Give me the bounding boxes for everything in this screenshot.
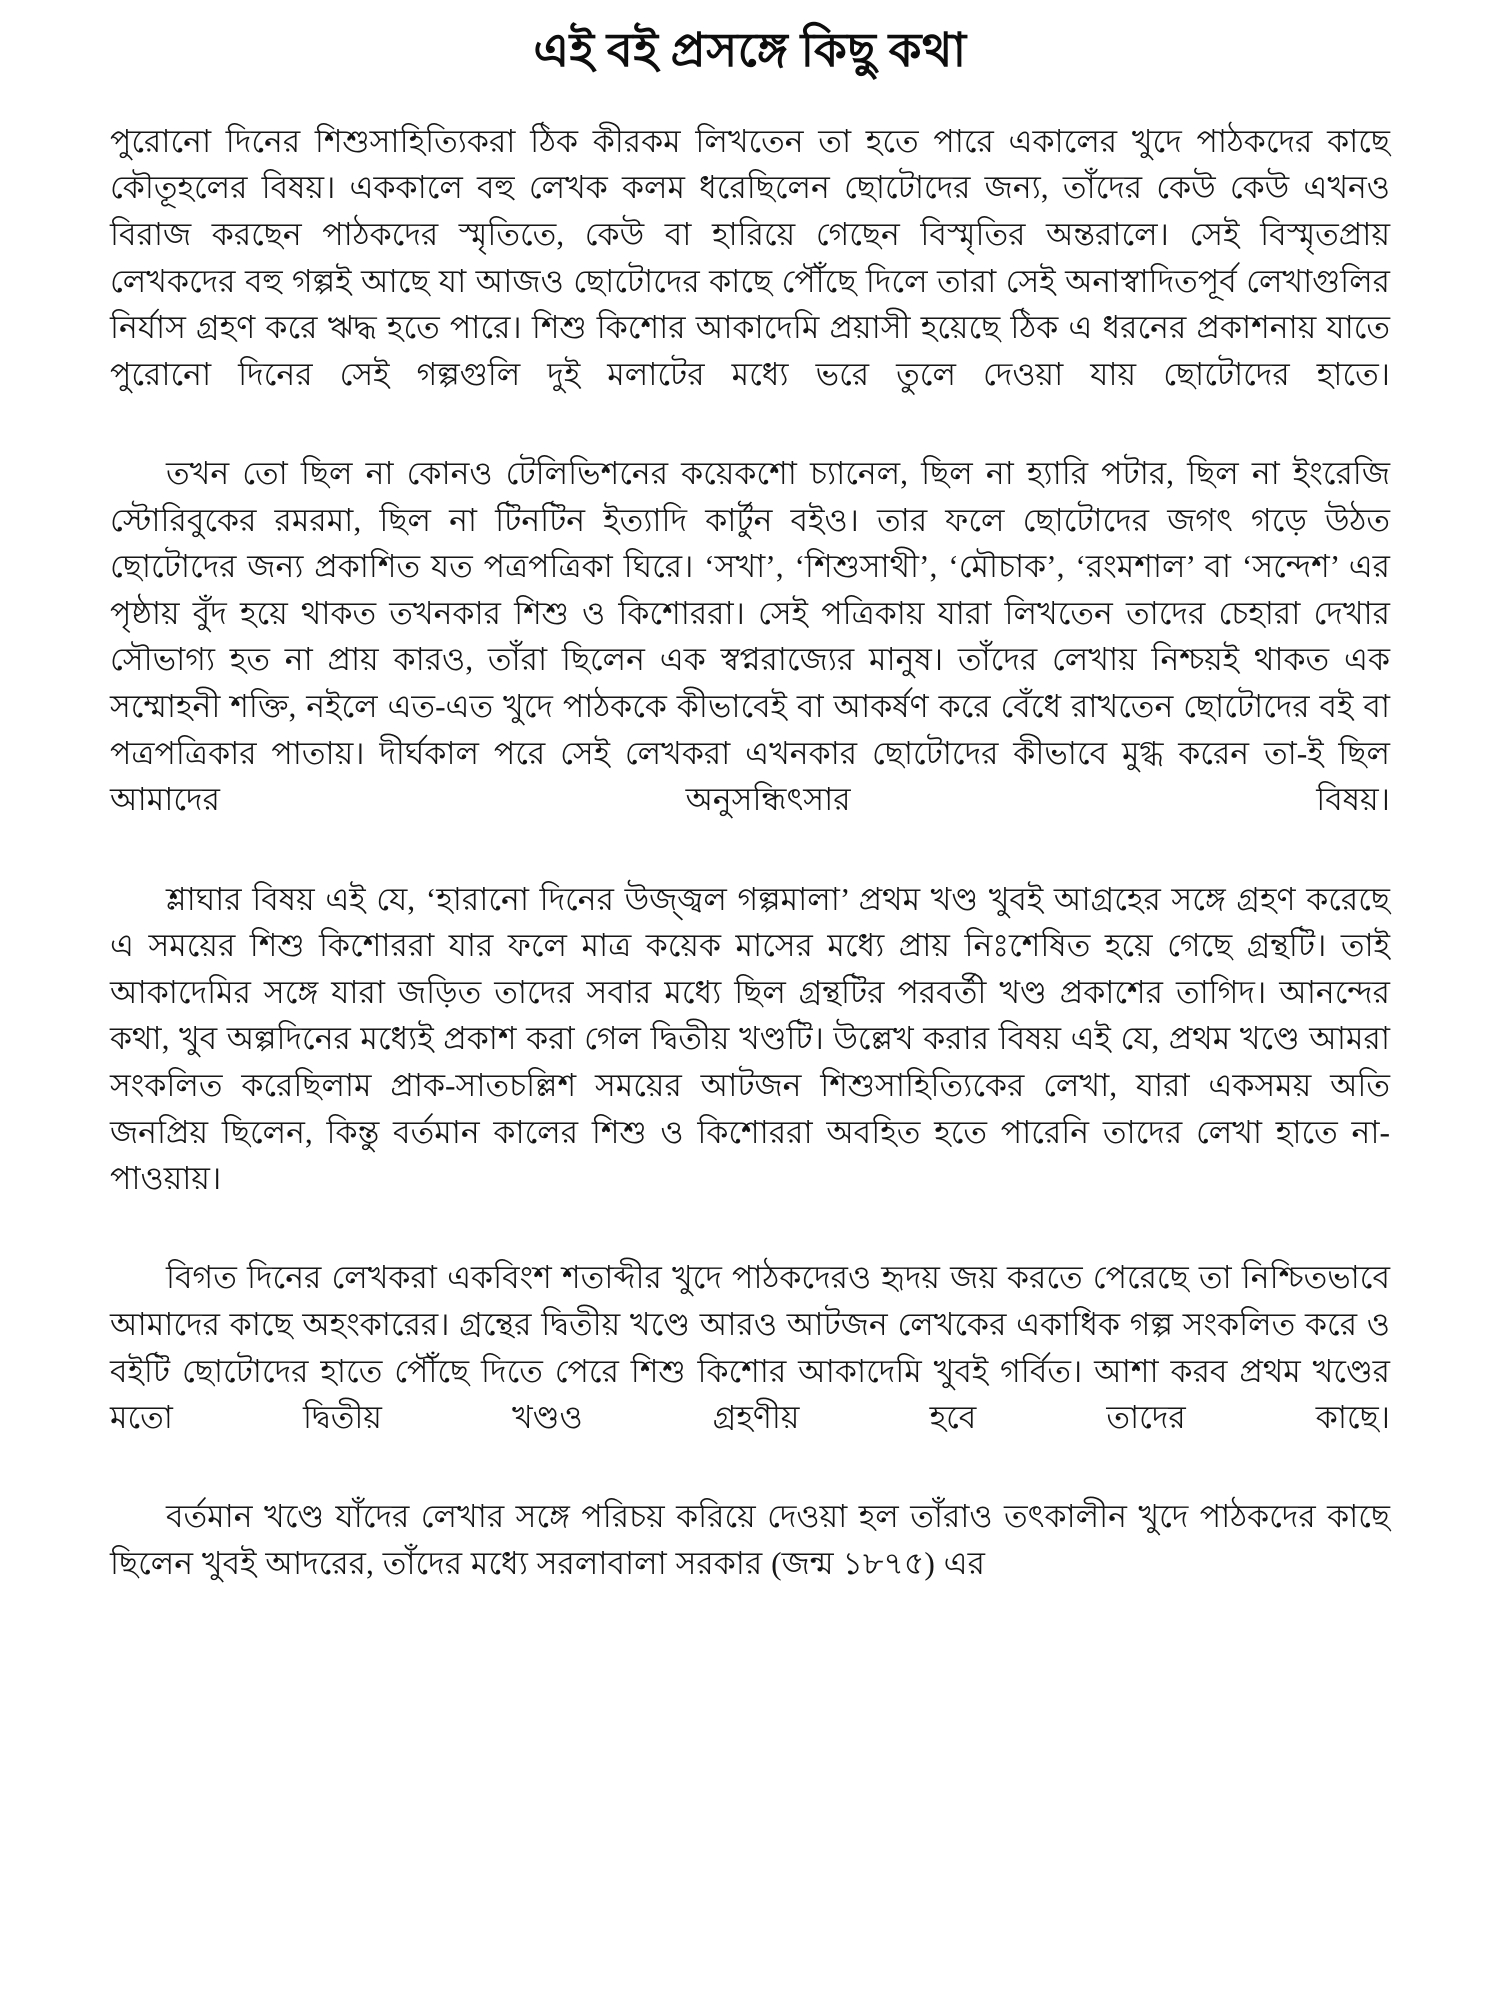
page-title: এই বই প্রসঙ্গে কিছু কথা [533,25,967,77]
paragraph-1: পুরোনো দিনের শিশুসাহিত্যিকরা ঠিক কীরকম লিখতেন তা হতে পারে একালের খুদে পাঠকদের কাছে কৌতূহলের বিষয়। এককালে বহু লেখক কলম ধরেছিলেন ছোটোদের জন্য, তাঁদের কেউ কেউ এখনও বিরাজ করছেন পাঠকদের স্মৃতিতে, কেউ বা হারিয়ে গেছেন বিস্মৃতির অন্তরালে। সেই বিস্মৃতপ্রায় লেখকদের বহু গল্পই আছে যা আজও ছোটোদের কাছে পৌঁছে দিলে তারা সেই অনাস্বাদিতপূর্ব লেখাগুলির নির্যাস গ্রহণ করে ঋদ্ধ হতে পারে। শিশু কিশোর আকাদেমি প্রয়াসী হয়েছে ঠিক এ ধরনের প্রকাশনায় যাতে পুরোনো দিনের সেই গল্পগুলি দুই মলাটের মধ্যে ভরে তুলে দেওয়া যায় ছোটোদের হাতে। [110,123,1390,392]
body-text [110,119,1390,1588]
paragraph-3: শ্লাঘার বিষয় এই যে, ‘হারানো দিনের উজ্জ্বল গল্পমালা’ প্রথম খণ্ড খুবই আগ্রহের সঙ্গে গ্রহণ করেছে এ সময়ের শিশু কিশোররা যার ফলে মাত্র কয়েক মাসের মধ্যে প্রায় নিঃশেষিত হয়ে গেছে গ্রন্থটি। তাই আকাদেমির সঙ্গে যারা জড়িত তাদের সবার মধ্যে ছিল গ্রন্থটির পরবর্তী খণ্ড প্রকাশের তাগিদ। আনন্দের কথা, খুব অল্পদিনের মধ্যেই প্রকাশ করা গেল দ্বিতীয় খণ্ডটি। উল্লেখ করার বিষয় এই যে, প্রথম খণ্ডে আমরা সংকলিত করেছিলাম প্রাক-সাতচল্লিশ সময়ের আটজন শিশুসাহিত্যিকের লেখা, যারা একসময় অতি জনপ্রিয় ছিলেন, কিন্তু বর্তমান কালের শিশু ও কিশোররা অবহিত হতে পারেনি তাদের লেখা হাতে না-পাওয়ায়। [110,881,1390,1197]
paragraph-4: বিগত দিনের লেখকরা একবিংশ শতাব্দীর খুদে পাঠকদেরও হৃদয় জয় করতে পেরেছে তা নিশ্চিতভাবে আমাদের কাছে অহংকারের। গ্রন্থের দ্বিতীয় খণ্ডে আরও আটজন লেখকের একাধিক গল্প সংকলিত করে ও বইটি ছোটোদের হাতে পৌঁছে দিতে পেরে শিশু কিশোর আকাদেমি খুবই গর্বিত। আশা করব প্রথম খণ্ডের মতো দ্বিতীয় খণ্ডও গ্রহণীয় হবে তাদের কাছে। [110,1260,1390,1436]
paragraph-2: তখন তো ছিল না কোনও টেলিভিশনের কয়েকশো চ্যানেল, ছিল না হ্যারি পটার, ছিল না ইংরেজি স্টোরিবুকের রমরমা, ছিল না টিনটিন ইত্যাদি কার্টুন বইও। তার ফলে ছোটোদের জগৎ গড়ে উঠত ছোটোদের জন্য প্রকাশিত যত পত্রপত্রিকা ঘিরে। ‘সখা’, ‘শিশুসাথী’, ‘মৌচাক’, ‘রংমশাল’ বা ‘সন্দেশ’ এর পৃষ্ঠায় বুঁদ হয়ে থাকত তখনকার শিশু ও কিশোররা। সেই পত্রিকায় যারা লিখতেন তাদের চেহারা দেখার সৌভাগ্য হত না প্রায় কারও, তাঁরা ছিলেন এক স্বপ্নরাজ্যের মানুষ। তাঁদের লেখায় নিশ্চয়ই থাকত এক সম্মোহনী শক্তি, নইলে এত-এত খুদে পাঠককে কীভাবেই বা আকর্ষণ করে বেঁধে রাখতেন ছোটোদের বই বা পত্রপত্রিকার পাতায়। দীর্ঘকাল পরে সেই লেখকরা এখনকার ছোটোদের কীভাবে মুগ্ধ করেন তা-ই ছিল আমাদের অনুসন্ধিৎসার বিষয়। [110,456,1390,818]
paragraph-5: বর্তমান খণ্ডে যাঁদের লেখার সঙ্গে পরিচয় করিয়ে দেওয়া হল তাঁরাও তৎকালীন খুদে পাঠকদের কাছে ছিলেন খুবই আদরের, তাঁদের মধ্যে সরলাবালা সরকার (জন্ম ১৮৭৫) এর [110,1499,1390,1582]
